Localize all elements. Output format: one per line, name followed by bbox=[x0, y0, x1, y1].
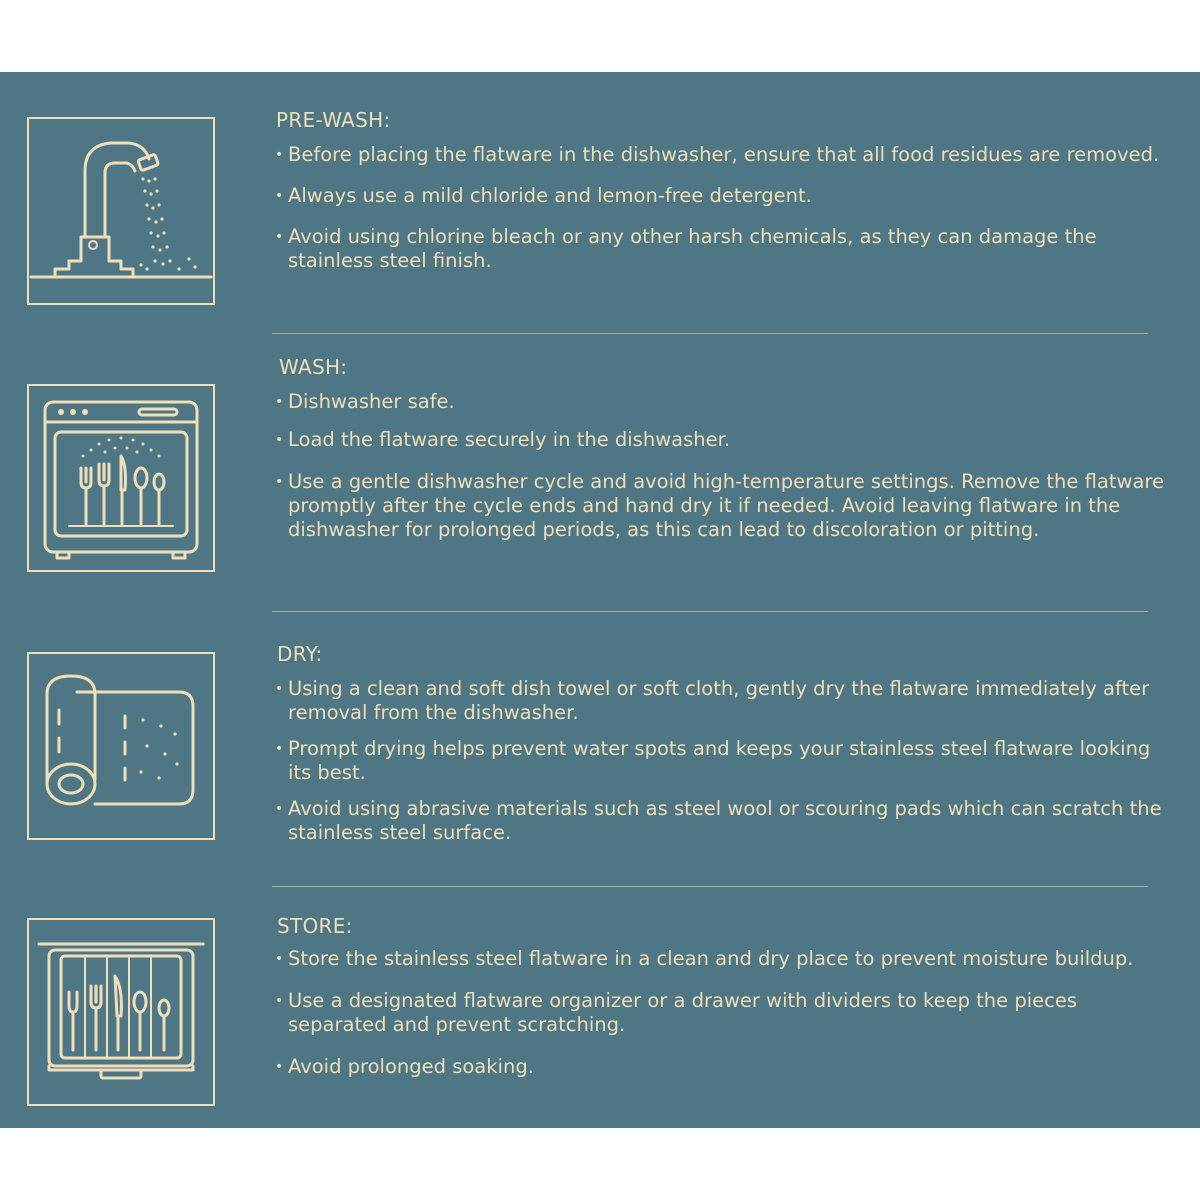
section-divider bbox=[272, 611, 1148, 612]
dishwasher-icon bbox=[29, 386, 213, 570]
list-item: • Prompt drying helps prevent water spots and keeps your stainless steel flatware looking its best. bbox=[275, 737, 1165, 785]
list-item: • Use a gentle dishwasher cycle and avoid high-temperature settings. Remove the flatware promptly after the cycle ends and hand dry it if needed. Avoid leaving flatware in the dishwasher for prolonged periods, as this can lead to discoloration or pitting. bbox=[275, 470, 1165, 542]
section-store bbox=[275, 914, 1165, 1096]
section-dry bbox=[275, 642, 1165, 862]
section-heading: DRY: bbox=[277, 642, 323, 666]
list-item: • Avoid prolonged soaking. bbox=[275, 1055, 1165, 1079]
list-item: • Avoid using abrasive materials such as steel wool or scouring pads which can scratch the stainless steel surface. bbox=[275, 797, 1165, 845]
section-pre-wash bbox=[275, 108, 1165, 290]
list-item: • Avoid using chlorine bleach or any other harsh chemicals, as they can damage the stainless steel finish. bbox=[275, 225, 1165, 273]
flatware-drawer-icon-box bbox=[27, 918, 215, 1106]
list-item: • Use a designated flatware organizer or a drawer with dividers to keep the pieces separated and prevent scratching. bbox=[275, 989, 1165, 1037]
towel-roll-icon-box bbox=[27, 652, 215, 840]
faucet-icon bbox=[29, 119, 213, 303]
list-item: • Load the flatware securely in the dishwasher. bbox=[275, 428, 1165, 452]
dishwasher-icon-box bbox=[27, 384, 215, 572]
section-heading: PRE-WASH: bbox=[276, 108, 391, 132]
list-item: • Before placing the flatware in the dishwasher, ensure that all food residues are removed. bbox=[275, 143, 1165, 167]
list-item: • Using a clean and soft dish towel or soft cloth, gently dry the flatware immediately after removal from the dishwasher. bbox=[275, 677, 1165, 725]
section-heading: STORE: bbox=[277, 914, 353, 938]
flatware-drawer-icon bbox=[29, 920, 213, 1104]
list-item: • Dishwasher safe. bbox=[275, 390, 1165, 414]
section-wash bbox=[275, 355, 1165, 559]
section-divider bbox=[272, 333, 1148, 334]
towel-roll-icon bbox=[29, 654, 213, 838]
faucet-icon-box bbox=[27, 117, 215, 305]
care-instructions-panel bbox=[0, 72, 1200, 1128]
list-item: • Always use a mild chloride and lemon-free detergent. bbox=[275, 184, 1165, 208]
section-divider bbox=[272, 886, 1148, 887]
section-heading: WASH: bbox=[279, 355, 348, 379]
list-item: • Store the stainless steel flatware in a clean and dry place to prevent moisture buildup. bbox=[275, 947, 1165, 971]
